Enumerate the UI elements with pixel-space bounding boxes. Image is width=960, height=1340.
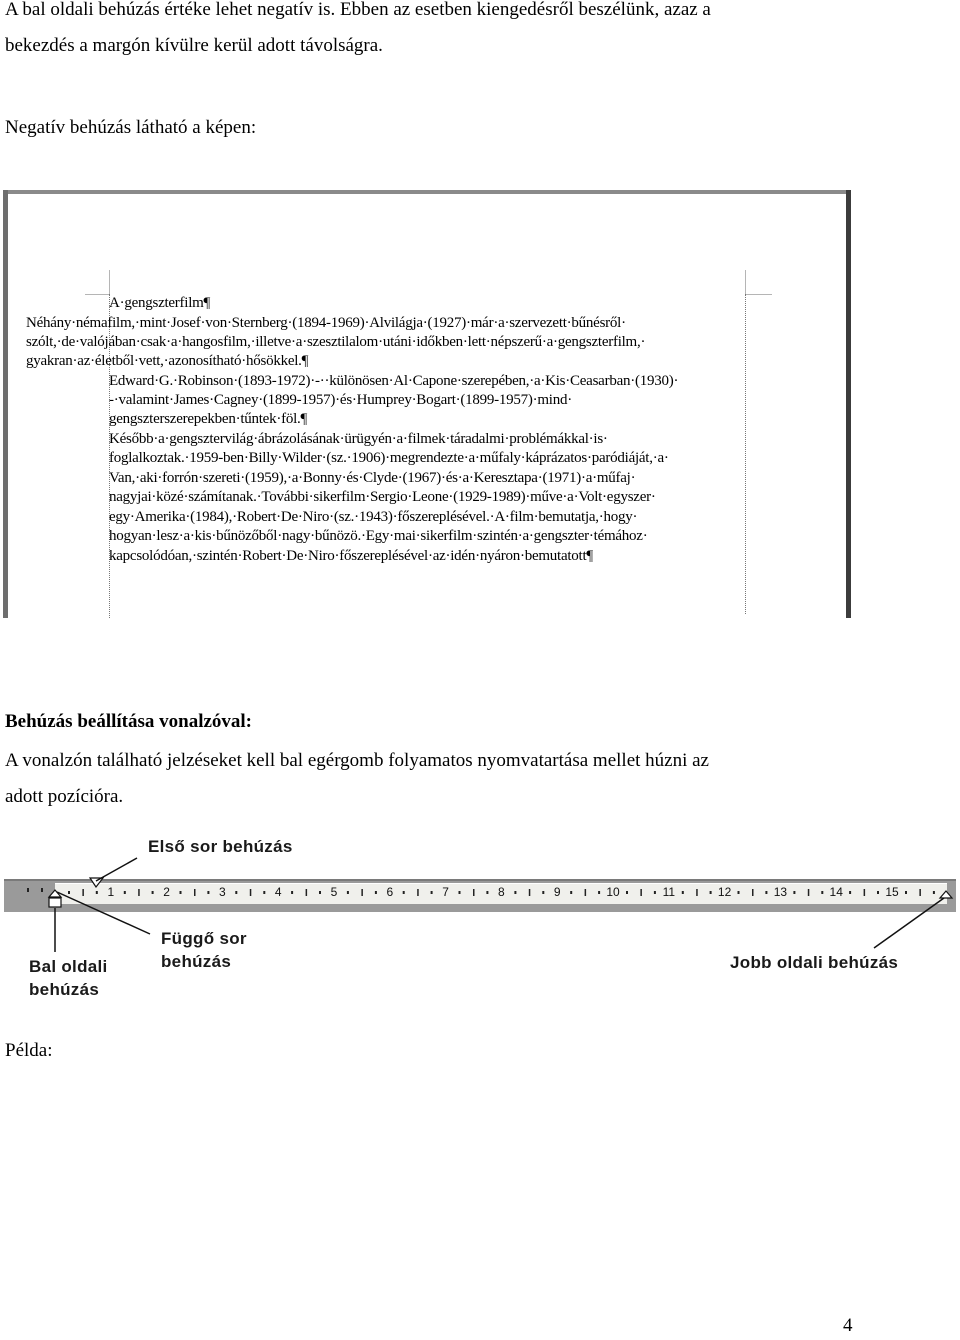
ruler-number: 3 xyxy=(219,885,226,899)
ruler-number: 4 xyxy=(274,885,282,899)
ruler-minor-tick xyxy=(654,891,656,894)
ruler-minor-tick xyxy=(765,891,767,894)
doc-line: Edward·G.·Robinson·(1893-1972)·-··különösen·Al·Capone·szerepében,·a·Kis·Ceasarban·(1930)· xyxy=(109,373,679,389)
ruler-tick xyxy=(27,888,29,892)
left-indent-marker[interactable] xyxy=(49,898,61,907)
ruler-minor-tick xyxy=(542,891,544,894)
ruler-minor-tick xyxy=(682,891,684,894)
ruler-minor-tick xyxy=(207,891,209,894)
ruler-half-tick xyxy=(473,889,475,896)
screenshot-left-edge xyxy=(3,190,8,618)
ruler-minor-tick xyxy=(431,891,433,894)
ruler-svg xyxy=(0,830,960,1010)
ruler-figure xyxy=(0,830,960,1010)
intro-line-1: A bal oldali behúzás értéke lehet negatív is. Ebben az esetben kiengedésről beszélünk, azaz a xyxy=(5,0,711,20)
margin-corner-top-right-v xyxy=(745,270,746,294)
page-number: 4 xyxy=(843,1315,853,1336)
ruler-minor-tick xyxy=(570,891,572,894)
doc-line: egy·Amerika·(1984),·Robert·De·Niro·(sz.·1943)·főszereplésével.·A·film·bemutatja,·hogy· xyxy=(109,509,638,525)
ruler-number: 13 xyxy=(773,885,788,899)
ruler-half-tick xyxy=(361,889,363,896)
ruler-half-tick xyxy=(752,889,754,896)
left-label-line-2: behúzás xyxy=(29,980,100,999)
first-line-callout xyxy=(96,858,137,881)
ruler-half-tick xyxy=(585,889,587,896)
doc-line: gengszterszerepekben·tűntek·föl.¶ xyxy=(109,411,308,427)
ruler-bar-top xyxy=(4,879,956,881)
ruler-half-tick xyxy=(919,889,921,896)
intro-paragraph xyxy=(5,0,711,64)
screenshot-top-edge xyxy=(3,190,851,194)
ruler-minor-tick xyxy=(403,891,405,894)
ruler-minor-tick xyxy=(877,891,879,894)
ruler-minor-tick xyxy=(68,891,70,894)
ruler-paragraph xyxy=(5,743,709,815)
doc-line: Később·a·gengsztervilág·ábrázolásának·ürügyén·a·filmek·táradalmi·problémákkal·is· xyxy=(109,431,608,447)
doc-line: hogyan·lesz·a·kis·bűnözőből·nagy·bűnözö.·Egy·mai·sikerfilm·szintén·a·gengszter·témához· xyxy=(109,528,648,544)
ruler-half-tick xyxy=(138,889,140,896)
margin-corner-top-left xyxy=(85,294,109,295)
ruler-half-tick xyxy=(529,889,531,896)
ruler-minor-tick xyxy=(905,891,907,894)
ruler-minor-tick xyxy=(291,891,293,894)
ruler-minor-tick xyxy=(514,891,516,894)
ruler-number: 10 xyxy=(606,885,620,899)
hanging-indent-label xyxy=(161,927,247,973)
left-label-line-1: Bal oldali xyxy=(29,957,108,976)
ruler-half-tick xyxy=(417,889,419,896)
first-line-indent-label: Első sor behúzás xyxy=(148,837,293,856)
negative-indent-caption: Negatív behúzás látható a képen: xyxy=(5,117,257,138)
ruler-minor-tick xyxy=(738,891,740,894)
doc-line: Néhány·némafilm,·mint·Josef·von·Sternberg·(1894-1969)·Alvilágja·(1927)·már·a·szervezett·bűnésről· xyxy=(26,315,626,331)
ruler-number: 1 xyxy=(107,885,115,899)
doc-line: gyakran·az·életből·vett,·azonosítható·hősökkel.¶ xyxy=(26,353,309,369)
ruler-minor-tick xyxy=(180,891,182,894)
ruler-half-tick xyxy=(82,889,84,896)
ruler-number: 5 xyxy=(330,885,338,899)
ruler-minor-tick xyxy=(710,891,712,894)
ruler-number: 2 xyxy=(163,885,170,899)
left-indent-label xyxy=(29,955,108,1001)
doc-line: foglalkoztak.·1959-ben·Billy·Wilder·(sz.·1906)·megrendezte·a·műfaly·káprázatos·paródiáját,·a· xyxy=(109,450,669,466)
ruler-section-heading: Behúzás beállítása vonalzóval: xyxy=(5,711,253,732)
margin-corner-top-left-v xyxy=(109,270,110,294)
ruler-number: 8 xyxy=(498,885,505,899)
ruler-minor-tick xyxy=(124,891,126,894)
right-margin-line xyxy=(745,294,746,614)
ruler-minor-tick xyxy=(793,891,795,894)
ruler-number: 9 xyxy=(553,885,561,899)
ruler-number: 6 xyxy=(386,885,394,899)
ruler-minor-tick xyxy=(849,891,851,894)
doc-line: kapcsolódóan,·szintén·Robert·De·Niro·főszereplésével·az·idén·nyáron·bemutatott¶ xyxy=(109,548,593,564)
ruler-half-tick xyxy=(250,889,252,896)
doc-line: szólt,·de·valójában·csak·a·hangosfilm,·illetve·a·szesztilalom·utáni·időkben·lett·népszerű·a·gengszterfilm,· xyxy=(26,334,646,350)
ruler-number: 15 xyxy=(885,885,899,899)
ruler-minor-tick xyxy=(821,891,823,894)
doc-line: Van,·aki·forrón·szereti·(1959),·a·Bonny·és·Clyde·(1967)·és·a·Keresztapa·(1971)·a·műfaj· xyxy=(109,470,636,486)
ruler-half-tick xyxy=(306,889,308,896)
hanging-label-line-1: Függő sor xyxy=(161,929,247,948)
ruler-number: 12 xyxy=(717,885,732,899)
ruler-minor-tick xyxy=(486,891,488,894)
ruler-strip-highlight xyxy=(55,883,947,884)
ruler-minor-tick xyxy=(598,891,600,894)
word-document-screenshot xyxy=(3,190,851,618)
screenshot-right-edge xyxy=(846,190,851,618)
ruler-line-1: A vonalzón található jelzéseket kell bal egérgomb folyamatos nyomvatartása mellet húzni az xyxy=(5,750,709,771)
ruler-minor-tick xyxy=(263,891,265,894)
ruler-minor-tick xyxy=(319,891,321,894)
ruler-minor-tick xyxy=(933,891,935,894)
ruler-minor-tick xyxy=(235,891,237,894)
ruler-half-tick xyxy=(640,889,642,896)
right-indent-label: Jobb oldali behúzás xyxy=(730,953,899,972)
ruler-number: 14 xyxy=(829,885,843,899)
hanging-label-line-2: behúzás xyxy=(161,952,232,971)
doc-line: -·valamint·James·Cagney·(1899-1957)·és·Humprey·Bogart·(1899-1957)·mind· xyxy=(109,392,572,408)
ruler-minor-tick xyxy=(152,891,154,894)
intro-line-2: bekezdés a margón kívülre kerül adott távolságra. xyxy=(5,35,383,56)
doc-line: A·gengszterfilm¶ xyxy=(109,295,211,311)
ruler-half-tick xyxy=(808,889,810,896)
ruler-half-tick xyxy=(194,889,196,896)
ruler-number: 11 xyxy=(662,885,676,899)
ruler-minor-tick xyxy=(626,891,628,894)
margin-corner-top-right xyxy=(746,294,772,295)
ruler-half-tick xyxy=(696,889,698,896)
ruler-minor-tick xyxy=(96,891,98,894)
ruler-number: 7 xyxy=(442,885,449,899)
ruler-minor-tick xyxy=(459,891,461,894)
ruler-line-2: adott pozícióra. xyxy=(5,786,124,807)
ruler-half-tick xyxy=(864,889,866,896)
doc-line: nagyjai·közé·számítanak.·További·sikerfilm·Sergio·Leone·(1929-1989)·műve·a·Volt·egyszer· xyxy=(109,489,656,505)
example-label: Példa: xyxy=(5,1040,53,1061)
ruler-tick xyxy=(41,888,43,892)
ruler-minor-tick xyxy=(347,891,349,894)
ruler-minor-tick xyxy=(375,891,377,894)
